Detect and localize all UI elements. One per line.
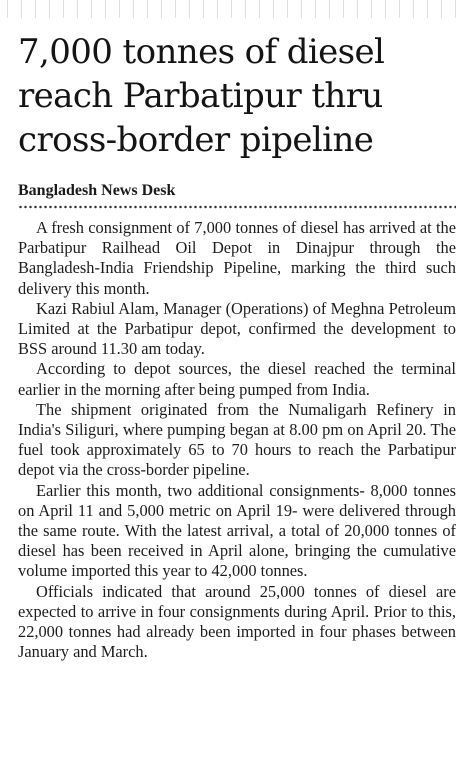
dotted-divider [18, 205, 456, 209]
byline: Bangladesh News Desk [18, 182, 176, 199]
paragraph: Officials indicated that around 25,000 tonnes of diesel are expected to arrive in four consignments during April. Prior to this, 22,000 tonnes had already been imported in four phases between January and March. [18, 581, 456, 662]
top-page-edge [0, 0, 469, 18]
paragraph: The shipment originated from the Numaligarh Refinery in India's Siliguri, where pumping began at 8.00 pm on April 20. The fuel took approximately 65 to 70 hours to reach the Parbatipur depot via the cross-border pipeline. [18, 399, 456, 480]
paragraph: According to depot sources, the diesel reached the terminal earlier in the morning after being pumped from India. [18, 359, 456, 399]
paragraph: A fresh consignment of 7,000 tonnes of diesel has arrived at the Parbatipur Railhead Oil Depot in Dinajpur through the Bangladesh-India Friendship Pipeline, marking the third such delivery this month. [18, 218, 456, 298]
article-body [18, 218, 456, 662]
paragraph: Earlier this month, two additional consignments- 8,000 tonnes on April 11 and 5,000 metric on April 19- were delivered through the same route. With the latest arrival, a total of 20,000 tonnes of diesel has been received in April alone, bringing the cumulative volume imported this year to 42,000 tonnes. [18, 480, 456, 581]
headline: 7,000 tonnes of diesel reach Parbatipur thru cross-border pipeline [18, 32, 385, 160]
paragraph: Kazi Rabiul Alam, Manager (Operations) of Meghna Petroleum Limited at the Parbatipur depot, confirmed the development to BSS around 11.30 am today. [18, 298, 456, 359]
